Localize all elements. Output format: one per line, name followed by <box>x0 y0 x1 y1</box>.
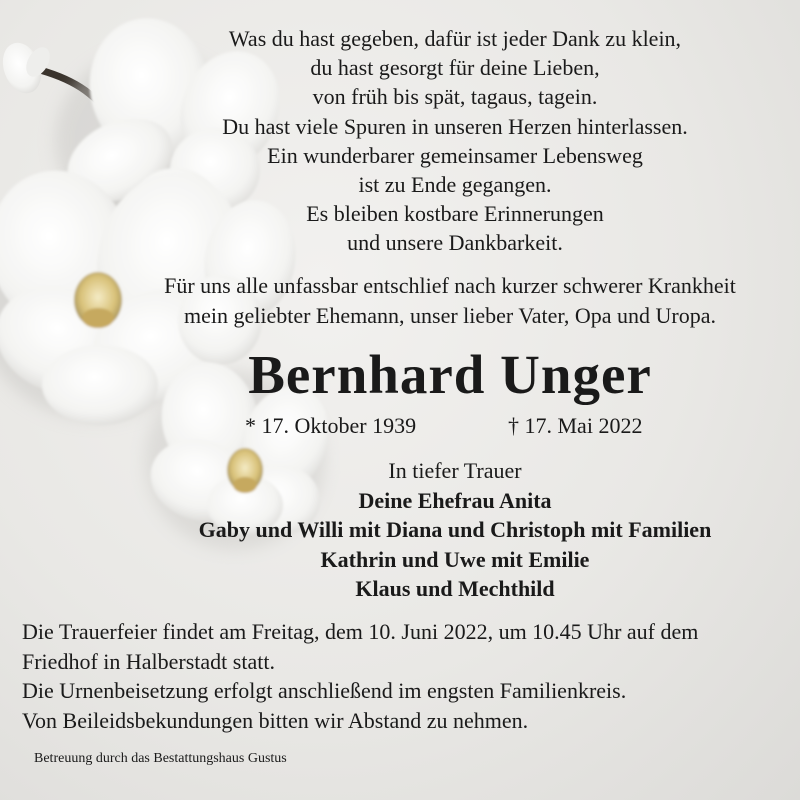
poem-line: Ein wunderbarer gemeinsamer Lebensweg <box>267 142 643 168</box>
funeral-details-line: Friedhof in Halberstadt statt. <box>22 648 275 674</box>
death-date: † 17. Mai 2022 <box>508 413 643 438</box>
poem-line: ist zu Ende gegangen. <box>358 172 552 198</box>
mourners-block <box>120 456 790 604</box>
poem-line: Du hast viele Spuren in unseren Herzen hinterlassen. <box>222 113 688 139</box>
poem-line: von früh bis spät, tagaus, tagein. <box>312 84 598 110</box>
mourning-heading: In tiefer Trauer <box>388 458 522 483</box>
mourner-name: Klaus und Mechthild <box>355 576 555 601</box>
deceased-name: Bernhard Unger <box>248 344 652 405</box>
birth-date: * 17. Oktober 1939 <box>245 413 417 438</box>
death-announcement <box>120 271 780 331</box>
funeral-details <box>22 617 792 735</box>
funeral-details-line: Von Beileidsbekundungen bitten wir Abstand zu nehmen. <box>22 707 529 733</box>
poem-line: du hast gesorgt für deine Lieben, <box>310 55 600 81</box>
poem <box>150 24 760 258</box>
poem-line: Es bleiben kostbare Erinnerungen <box>306 201 604 227</box>
poem-line: und unsere Dankbarkeit. <box>347 230 563 256</box>
funeral-details-line: Die Urnenbeisetzung erfolgt anschließend im engsten Familienkreis. <box>22 678 627 703</box>
announcement-line: Für uns alle unfassbar entschlief nach kurzer schwerer Krankheit <box>164 273 736 298</box>
mourner-name: Gaby und Willi mit Diana und Christoph mit Familien <box>198 517 712 542</box>
mourner-name: Deine Ehefrau Anita <box>358 487 552 513</box>
announcement-line: mein geliebter Ehemann, unser lieber Vater, Opa und Uropa. <box>183 303 717 328</box>
poem-line: Was du hast gegeben, dafür ist jeder Dank zu klein, <box>228 26 682 51</box>
mourner-name: Kathrin und Uwe mit Emilie <box>320 546 590 572</box>
funeral-home-credit: Betreuung durch das Bestattungshaus Gustus <box>34 751 287 766</box>
funeral-details-line: Die Trauerfeier findet am Freitag, dem 10. Juni 2022, um 10.45 Uhr auf dem <box>22 619 699 644</box>
